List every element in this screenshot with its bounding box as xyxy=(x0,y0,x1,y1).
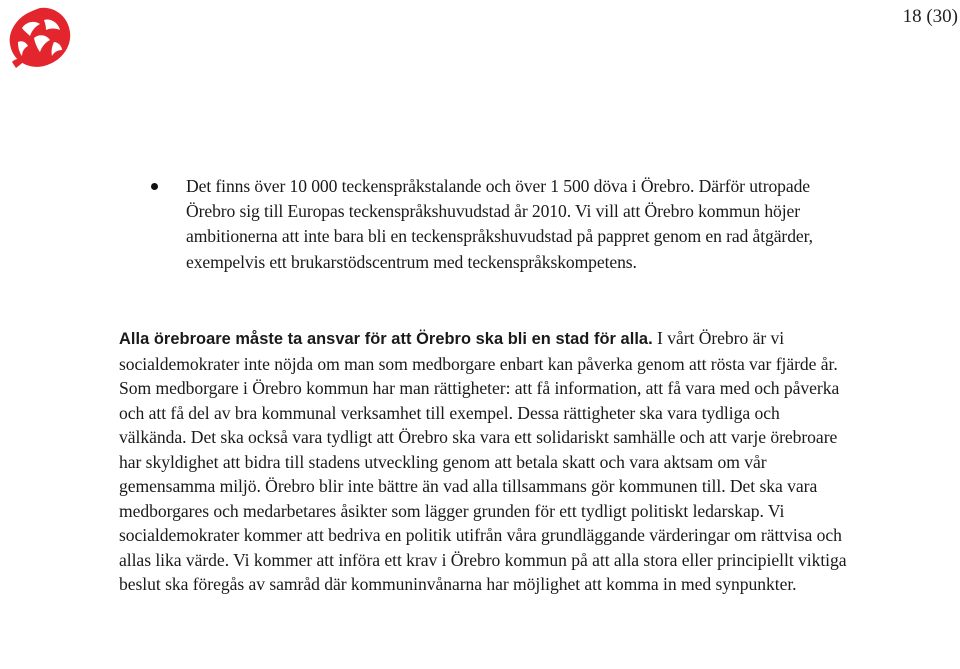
section-heading: Alla örebroare måste ta ansvar för att Örebro ska bli en stad för alla. xyxy=(119,330,653,348)
page-number: 18 (30) xyxy=(902,6,958,27)
section-body: I vårt Örebro är vi socialdemokrater inte nöjda om man som medborgare enbart kan påverka genom att rösta var fjärde år. Som medborgare i Örebro kommun har man rättigheter: att få information, att få vara med och påverka och att få del av bra kommunal verksamhet till exempel. Dessa rättigheter ska vara tydliga och välkända. Det ska också vara tydligt att Örebro ska vara ett solidariskt samhälle och att varje örebroare har skyldighet att bidra till stadens utveckling genom att betala skatt och vara aktsam om vår gemensamma miljö. Örebro blir inte bättre än vad alla tillsammans gör kommunen till. Det ska vara medborgares och medarbetares åsikter som lägger grunden för ett tydligt politiskt ledarskap. Vi socialdemokrater kommer att bedriva en politik utifrån våra grundläggande värderingar om rättvisa och allas lika värde. Vi kommer att införa ett krav i Örebro kommun på att alla stora eller principiellt viktiga beslut ska föregås av samråd där kommuninvånarna har möjlighet att komma in med synpunkter. xyxy=(119,328,847,594)
section-paragraph xyxy=(119,326,849,597)
rose-logo-icon xyxy=(4,2,76,74)
bullet-item: Det finns över 10 000 teckenspråkstalande och över 1 500 döva i Örebro. Därför utropade Örebro sig till Europas teckenspråkshuvudstad år 2010. Vi vill att Örebro kommun höjer ambitionerna att inte bara bli en teckenspråkshuvudstad på pappret genom en rad åtgärder, exempelvis ett brukarstödscentrum med teckenspråkskompetens. xyxy=(186,176,813,272)
bullet-list xyxy=(142,174,832,275)
